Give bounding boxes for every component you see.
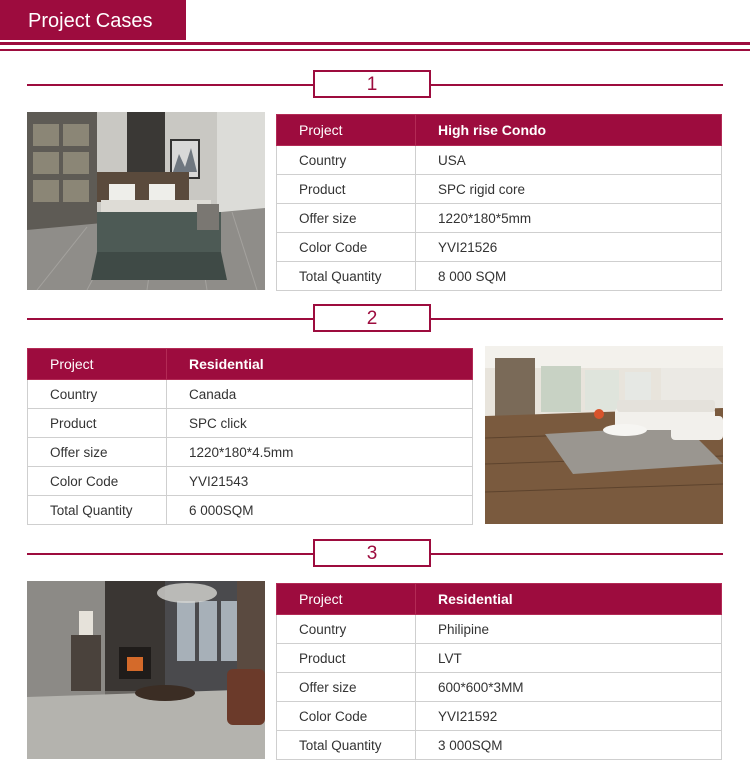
row-value: Canada xyxy=(167,380,473,409)
row-value: SPC rigid core xyxy=(416,175,722,204)
case-number-2: 2 xyxy=(313,304,431,332)
project-value: Residential xyxy=(167,349,473,380)
table-header-row xyxy=(28,349,473,380)
case-3-spec-table xyxy=(276,583,722,760)
row-label: Product xyxy=(277,644,416,673)
living-room-photo xyxy=(485,346,723,524)
row-value: SPC click xyxy=(167,409,473,438)
lobby-photo xyxy=(27,581,265,759)
case-1-spec-table xyxy=(276,114,722,291)
table-row xyxy=(277,175,722,204)
table-row xyxy=(277,262,722,291)
table-row xyxy=(277,731,722,760)
table-header-row xyxy=(277,115,722,146)
table-row xyxy=(28,496,473,525)
table-row xyxy=(28,467,473,496)
project-label: Project xyxy=(277,584,416,615)
row-label: Total Quantity xyxy=(277,731,416,760)
row-label: Total Quantity xyxy=(277,262,416,291)
row-label: Color Code xyxy=(28,467,167,496)
project-value: High rise Condo xyxy=(416,115,722,146)
table-row xyxy=(277,233,722,262)
row-label: Color Code xyxy=(277,702,416,731)
row-value: 6 000SQM xyxy=(167,496,473,525)
table-row xyxy=(28,380,473,409)
case-2-spec-table xyxy=(27,348,473,525)
row-label: Offer size xyxy=(277,673,416,702)
table-header-row xyxy=(277,584,722,615)
row-label: Product xyxy=(28,409,167,438)
case-number-3: 3 xyxy=(313,539,431,567)
row-value: 1220*180*5mm xyxy=(416,204,722,233)
table-row xyxy=(277,615,722,644)
row-label: Offer size xyxy=(277,204,416,233)
table-row xyxy=(277,673,722,702)
row-label: Country xyxy=(277,615,416,644)
row-label: Country xyxy=(277,146,416,175)
row-value: 600*600*3MM xyxy=(416,673,722,702)
table-row xyxy=(28,438,473,467)
project-label: Project xyxy=(277,115,416,146)
row-value: USA xyxy=(416,146,722,175)
project-value: Residential xyxy=(416,584,722,615)
header-rule-thick xyxy=(0,42,750,45)
table-row xyxy=(277,204,722,233)
row-label: Color Code xyxy=(277,233,416,262)
bedroom-photo xyxy=(27,112,265,290)
table-row xyxy=(277,702,722,731)
row-value: YVI21543 xyxy=(167,467,473,496)
row-value: YVI21526 xyxy=(416,233,722,262)
row-value: 3 000SQM xyxy=(416,731,722,760)
row-label: Offer size xyxy=(28,438,167,467)
row-value: 8 000 SQM xyxy=(416,262,722,291)
row-label: Total Quantity xyxy=(28,496,167,525)
table-row xyxy=(28,409,473,438)
row-label: Product xyxy=(277,175,416,204)
table-row xyxy=(277,644,722,673)
row-value: YVI21592 xyxy=(416,702,722,731)
project-label: Project xyxy=(28,349,167,380)
row-label: Country xyxy=(28,380,167,409)
page-title: Project Cases xyxy=(0,0,186,40)
row-value: 1220*180*4.5mm xyxy=(167,438,473,467)
row-value: Philipine xyxy=(416,615,722,644)
row-value: LVT xyxy=(416,644,722,673)
header-rule-thin xyxy=(0,49,750,51)
case-number-1: 1 xyxy=(313,70,431,98)
table-row xyxy=(277,146,722,175)
